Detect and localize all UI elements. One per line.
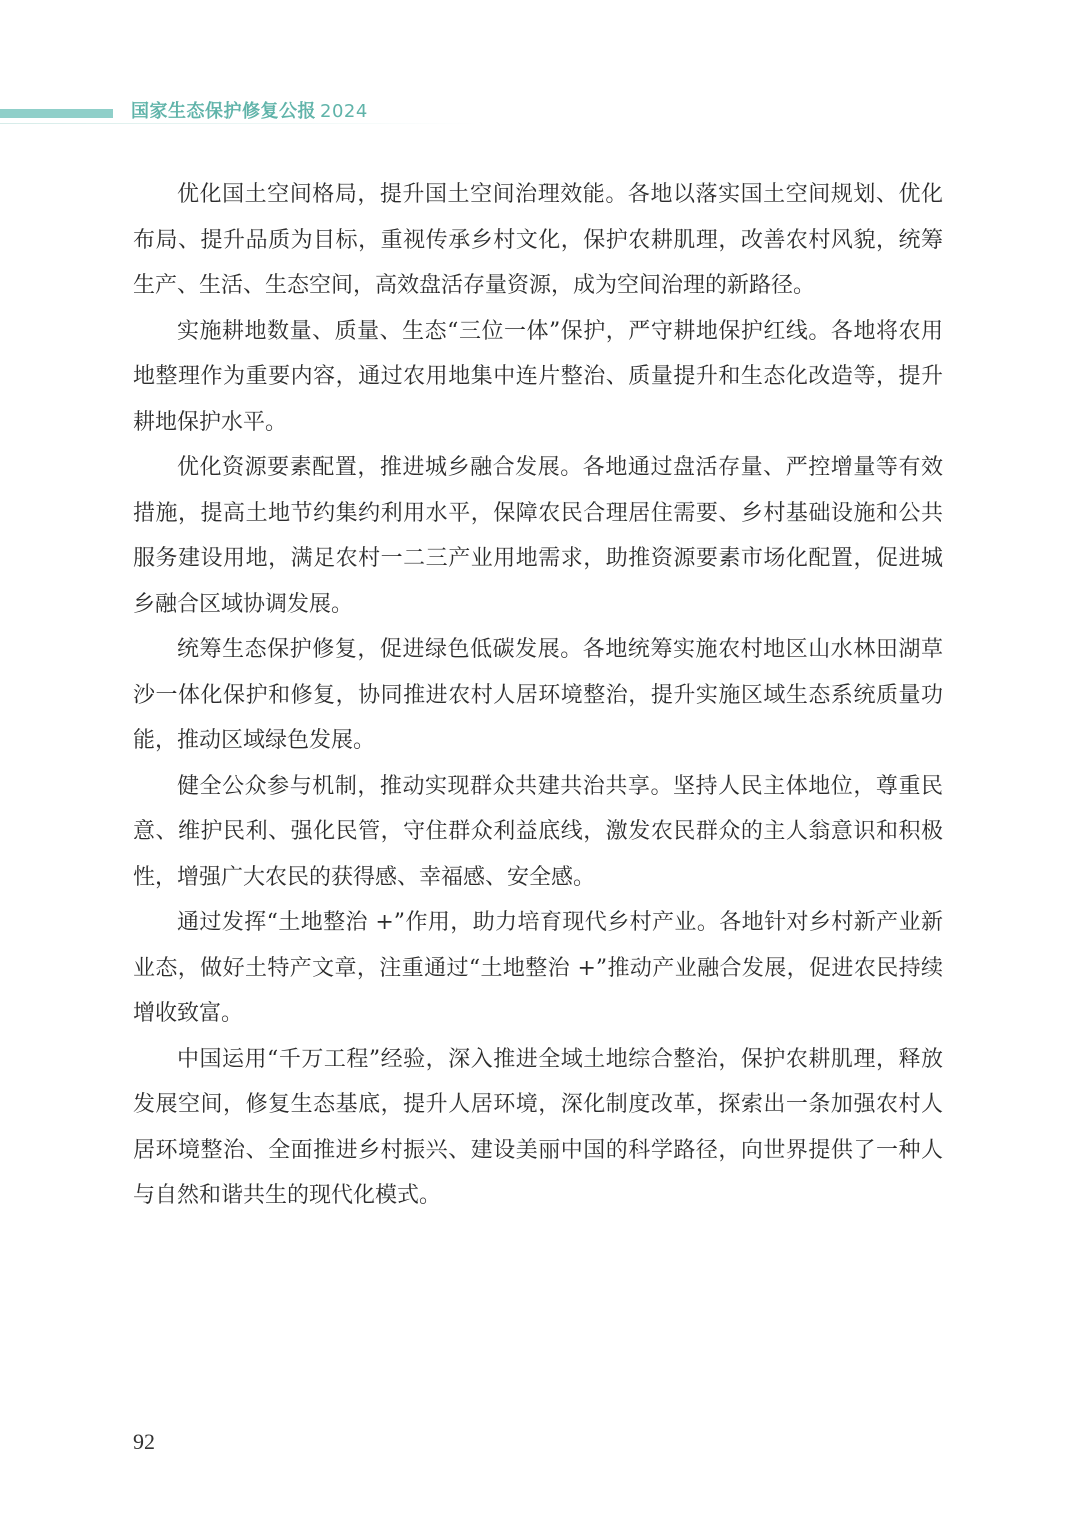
running-header-title: 国家生态保护修复公报: [131, 101, 316, 122]
running-header: [131, 100, 368, 124]
header-accent-bar: [0, 109, 113, 118]
page-number: 92: [133, 1429, 155, 1454]
body-text: [133, 172, 943, 1219]
running-header-year: 2024: [320, 101, 368, 122]
paragraph-3: 优化资源要素配置，推进城乡融合发展。各地通过盘活存量、严控增量等有效措施，提高土地节约集约利用水平，保障农民合理居住需要、乡村基础设施和公共服务建设用地，满足农村一二三产业用地需求，助推资源要素市场化配置，促进城乡融合区域协调发展。: [133, 455, 943, 617]
paragraph-2: 实施耕地数量、质量、生态“三位一体”保护，严守耕地保护红线。各地将农用地整理作为重要内容，通过农用地集中连片整治、质量提升和生态化改造等，提升耕地保护水平。: [133, 318, 943, 435]
paragraph-4: 统筹生态保护修复，促进绿色低碳发展。各地统筹实施农村地区山水林田湖草沙一体化保护和修复，协同推进农村人居环境整治，提升实施区域生态系统质量功能，推动区域绿色发展。: [133, 637, 943, 753]
paragraph-6: 通过发挥“土地整治 +”作用，助力培育现代乡村产业。各地针对乡村新产业新业态，做好土特产文章，注重通过“土地整治 +”推动产业融合发展，促进农民持续增收致富。: [133, 910, 943, 1026]
paragraph-5: 健全公众参与机制，推动实现群众共建共治共享。坚持人民主体地位，尊重民意、维护民利、强化民管，守住群众利益底线，激发农民群众的主人翁意识和积极性，增强广大农民的获得感、幸福感、安全感。: [133, 773, 943, 890]
paragraph-7: 中国运用“千万工程”经验，深入推进全域土地综合整治，保护农耕肌理，释放发展空间，修复生态基底，提升人居环境，深化制度改革，探索出一条加强农村人居环境整治、全面推进乡村振兴、建设美丽中国的科学路径，向世界提供了一种人与自然和谐共生的现代化模式。: [133, 1046, 943, 1208]
paragraph-1: 优化国土空间格局，提升国土空间治理效能。各地以落实国土空间规划、优化布局、提升品质为目标，重视传承乡村文化，保护农耕肌理，改善农村风貌，统筹生产、生活、生态空间，高效盘活存量资源，成为空间治理的新路径。: [133, 182, 943, 298]
